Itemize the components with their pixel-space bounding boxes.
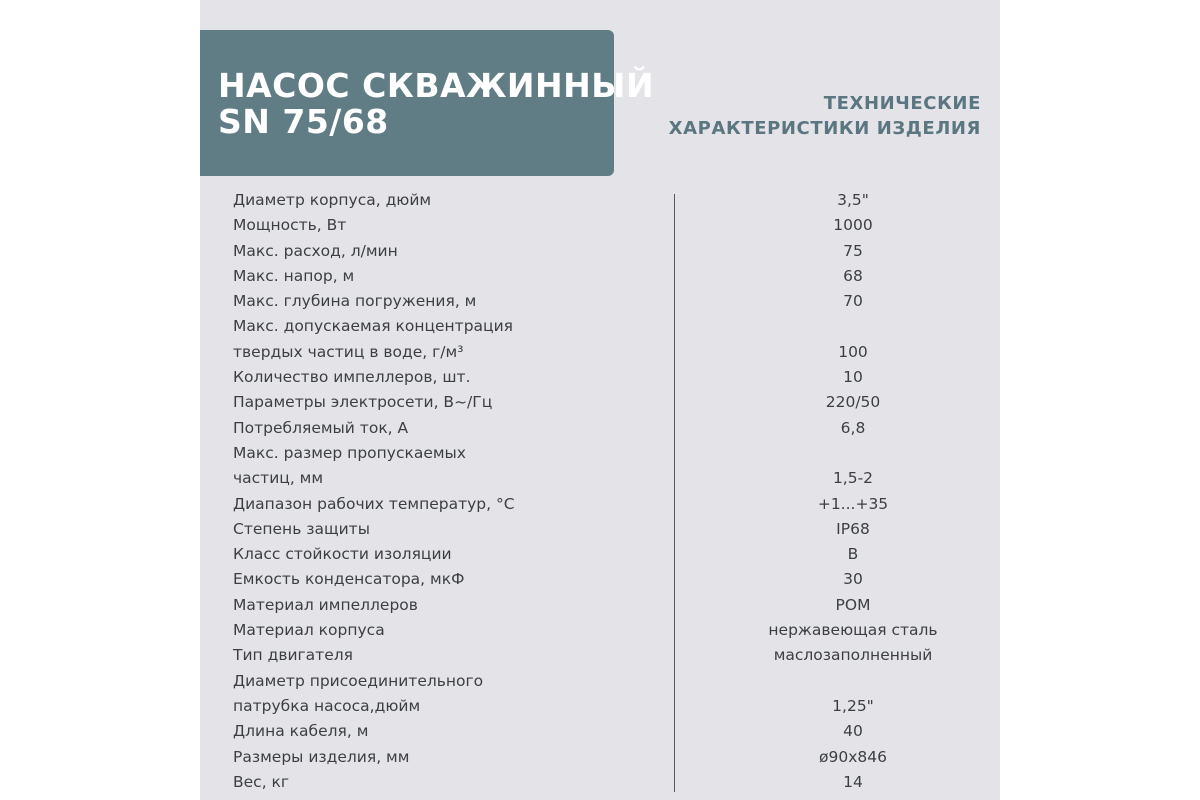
spec-label: Макс. расход, л/мин	[233, 241, 398, 260]
spec-row	[233, 188, 973, 213]
spec-value: 14	[843, 772, 863, 791]
spec-value: 75	[843, 241, 863, 260]
spec-row	[233, 239, 973, 264]
spec-row	[233, 669, 973, 720]
spec-label: Параметры электросети, В~/Гц	[233, 393, 493, 412]
spec-label: Размеры изделия, мм	[233, 747, 410, 766]
spec-label: Макс. напор, м	[233, 266, 355, 285]
spec-value: ø90x846	[819, 747, 887, 766]
section-heading	[669, 91, 981, 141]
spec-label: Мощность, Вт	[233, 216, 347, 235]
spec-row	[233, 745, 973, 770]
spec-value: POM	[835, 595, 871, 614]
spec-value: 1,5-2	[832, 469, 874, 488]
spec-value: нержавеющая сталь	[768, 621, 938, 640]
spec-row	[233, 213, 973, 238]
spec-row	[233, 593, 973, 618]
spec-label: Макс. допускаемая концентрация твердых частиц в воде, г/м³	[233, 317, 513, 361]
spec-label: Диаметр корпуса, дюйм	[233, 191, 432, 209]
product-title-block	[200, 30, 655, 176]
spec-value: маслозаполненный	[773, 646, 933, 665]
spec-row	[233, 390, 973, 415]
spec-label: Количество импеллеров, шт.	[233, 368, 471, 387]
spec-row	[233, 719, 973, 744]
spec-label: Емкость конденсатора, мкФ	[233, 570, 465, 589]
spec-value: 10	[843, 368, 863, 387]
spec-row	[233, 289, 973, 314]
spec-label: Макс. глубина погружения, м	[233, 292, 477, 311]
spec-value: 3,5"	[837, 191, 869, 209]
spec-label: Тип двигателя	[233, 646, 353, 665]
spec-row	[233, 264, 973, 289]
spec-value: 30	[843, 570, 863, 589]
spec-value: 1000	[833, 216, 873, 235]
spec-value: 70	[843, 292, 863, 311]
spec-row	[233, 643, 973, 668]
section-heading-line-1: ТЕХНИЧЕСКИЕ	[823, 93, 981, 114]
spec-row	[233, 441, 973, 492]
spec-row	[233, 314, 973, 365]
spec-row	[233, 517, 973, 542]
spec-row	[233, 365, 973, 390]
spec-row	[233, 770, 973, 795]
spec-label: Материал импеллеров	[233, 595, 418, 614]
spec-label: Диаметр присоединительного патрубка насоса,дюйм	[233, 671, 484, 715]
section-heading-line-2: ХАРАКТЕРИСТИКИ ИЗДЕЛИЯ	[668, 118, 981, 139]
product-title-line-2: SN 75/68	[218, 102, 389, 141]
spec-row	[233, 618, 973, 643]
product-title-line-1: НАСОС СКВАЖИННЫЙ	[218, 66, 655, 105]
spec-row	[233, 416, 973, 441]
spec-row	[233, 492, 973, 517]
spec-value: B	[847, 545, 859, 564]
spec-value: 1,25"	[832, 696, 874, 715]
spec-label: Класс стойкости изоляции	[233, 545, 452, 564]
spec-value: 40	[843, 722, 863, 741]
spec-label: Материал корпуса	[233, 621, 385, 640]
spec-label: Потребляемый ток, А	[233, 418, 409, 437]
spec-value: +1...+35	[817, 494, 889, 513]
spec-row	[233, 542, 973, 567]
spec-value: 220/50	[825, 393, 881, 412]
spec-row	[233, 567, 973, 592]
spec-value: 100	[838, 342, 868, 361]
spec-label: Диапазон рабочих температур, °С	[233, 494, 515, 513]
spec-sheet	[200, 0, 1000, 800]
spec-value: 6,8	[840, 418, 866, 437]
spec-value: IP68	[836, 519, 870, 538]
spec-value: 68	[843, 266, 863, 285]
spec-label: Макс. размер пропускаемых частиц, мм	[233, 443, 466, 488]
spec-table	[233, 188, 973, 795]
spec-label: Степень защиты	[233, 519, 370, 538]
spec-label: Вес, кг	[233, 772, 290, 791]
spec-label: Длина кабеля, м	[233, 722, 369, 741]
